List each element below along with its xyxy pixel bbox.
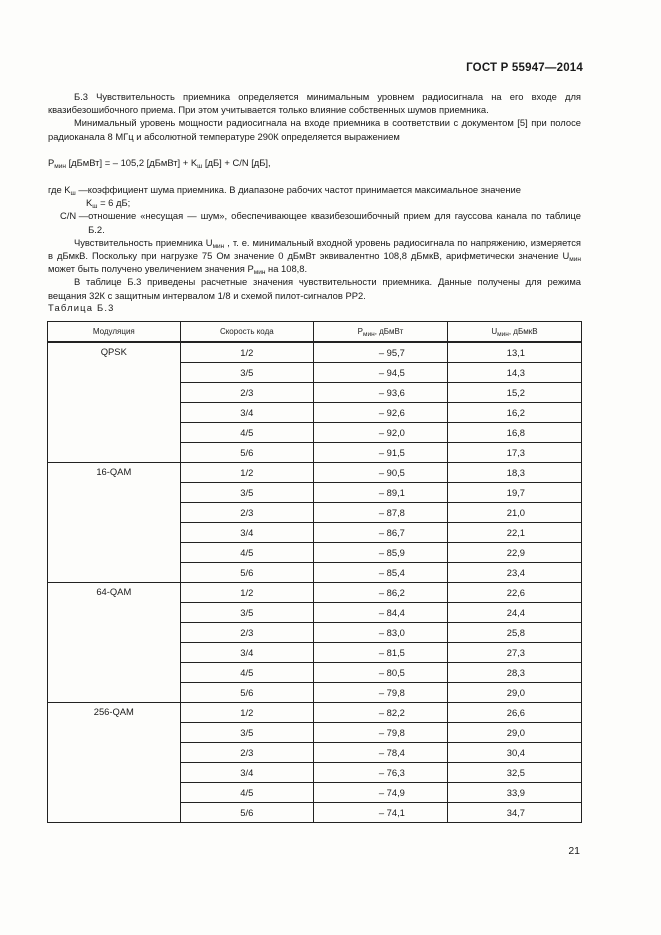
- standard-header: ГОСТ Р 55947—2014: [466, 62, 583, 74]
- u-min-cell: 21,0: [447, 503, 581, 523]
- definition-noise-figure: где $K_ш$ — коэффициент шума приемника. В диапазоне рабочих частот принимается максимальное значение: [48, 184, 521, 198]
- sensitivity-table: [47, 321, 582, 823]
- u-min-cell: 13,1: [447, 342, 581, 363]
- paragraph-table-intro: В таблице Б.3 приведены расчетные значения чувствительности приемника. Данные получены для режима вещания 32К с защитным интервалом 1/8 и схемой пилот-сигналов PP2.: [48, 276, 581, 301]
- p-min-cell: – 76,3: [314, 763, 448, 783]
- body-text: [48, 90, 581, 302]
- p-min-cell: – 79,8: [314, 723, 448, 743]
- u-min-cell: 32,5: [447, 763, 581, 783]
- code-rate-cell: 2/3: [180, 383, 313, 403]
- u-min-cell: 23,4: [447, 563, 581, 583]
- u-min-cell: 34,7: [447, 803, 581, 823]
- u-min-cell: 30,4: [447, 743, 581, 763]
- modulation-cell: 256-QAM: [48, 703, 181, 823]
- u-min-cell: 29,0: [447, 683, 581, 703]
- p-min-cell: – 95,7: [314, 342, 448, 363]
- u-min-cell: 22,6: [447, 583, 581, 603]
- code-rate-cell: 1/2: [180, 342, 313, 363]
- code-rate-cell: 1/2: [180, 463, 313, 483]
- modulation-cell: 64-QAM: [48, 583, 181, 703]
- u-min-cell: 29,0: [447, 723, 581, 743]
- table-row: [48, 463, 582, 483]
- code-rate-cell: 4/5: [180, 783, 313, 803]
- u-min-cell: 28,3: [447, 663, 581, 683]
- header-modulation: Модуляция: [48, 322, 181, 343]
- code-rate-cell: 5/6: [180, 803, 313, 823]
- p-min-cell: – 83,0: [314, 623, 448, 643]
- code-rate-cell: 1/2: [180, 583, 313, 603]
- p-min-cell: – 79,8: [314, 683, 448, 703]
- code-rate-cell: 4/5: [180, 543, 313, 563]
- p-min-cell: – 87,8: [314, 503, 448, 523]
- u-min-cell: 14,3: [447, 363, 581, 383]
- p-min-cell: – 84,4: [314, 603, 448, 623]
- p-min-cell: – 85,4: [314, 563, 448, 583]
- code-rate-cell: 3/4: [180, 403, 313, 423]
- p-min-cell: – 92,0: [314, 423, 448, 443]
- p-min-cell: – 74,1: [314, 803, 448, 823]
- power-formula: $P_{мин}$ [дБмВт] = – 105,2 [дБмВт] + $K_ш$ [дБ] + C/N [дБ],: [48, 156, 271, 170]
- p-min-cell: – 80,5: [314, 663, 448, 683]
- code-rate-cell: 5/6: [180, 563, 313, 583]
- u-min-cell: 22,9: [447, 543, 581, 563]
- header-u-min: $U_{мин}$, дБмкВ: [447, 322, 581, 343]
- code-rate-cell: 3/4: [180, 523, 313, 543]
- modulation-cell: QPSK: [48, 342, 181, 463]
- u-min-cell: 19,7: [447, 483, 581, 503]
- code-rate-cell: 3/5: [180, 723, 313, 743]
- p-min-cell: – 92,6: [314, 403, 448, 423]
- code-rate-cell: 1/2: [180, 703, 313, 723]
- definition-noise-figure-value: $K_ш = 6$ дБ;: [86, 197, 131, 211]
- page-number: 21: [568, 845, 580, 857]
- p-min-cell: – 86,2: [314, 583, 448, 603]
- u-min-cell: 25,8: [447, 623, 581, 643]
- u-min-cell: 16,8: [447, 423, 581, 443]
- table-row: [48, 703, 582, 723]
- p-min-cell: – 89,1: [314, 483, 448, 503]
- p-min-cell: – 82,2: [314, 703, 448, 723]
- p-min-cell: – 90,5: [314, 463, 448, 483]
- table-header-row: [48, 322, 582, 343]
- code-rate-cell: 2/3: [180, 503, 313, 523]
- code-rate-cell: 3/5: [180, 483, 313, 503]
- p-min-cell: – 86,7: [314, 523, 448, 543]
- header-code-rate: Скорость кода: [180, 322, 313, 343]
- u-min-cell: 22,1: [447, 523, 581, 543]
- u-min-cell: 16,2: [447, 403, 581, 423]
- definition-list: [48, 183, 581, 236]
- code-rate-cell: 3/4: [180, 763, 313, 783]
- code-rate-cell: 3/5: [180, 603, 313, 623]
- code-rate-cell: 5/6: [180, 683, 313, 703]
- p-min-cell: – 94,5: [314, 363, 448, 383]
- paragraph-b3-intro: Б.3 Чувствительность приемника определяется минимальным уровнем радиосигнала на его входе для квазибезошибочного приема. При этом учитывается только влияние собственных шумов приемника.: [48, 91, 581, 116]
- table-caption: Таблица Б.3: [48, 302, 115, 313]
- code-rate-cell: 3/5: [180, 363, 313, 383]
- u-min-cell: 15,2: [447, 383, 581, 403]
- paragraph-min-power: Минимальный уровень мощности радиосигнала на входе приемника в соответствии с документом [5] при полосе радиоканала 8 МГц и абсолютной температуре 290К определяется выражением: [48, 117, 581, 142]
- code-rate-cell: 5/6: [180, 443, 313, 463]
- table-body: [48, 342, 582, 823]
- p-min-cell: – 81,5: [314, 643, 448, 663]
- u-min-cell: 18,3: [447, 463, 581, 483]
- code-rate-cell: 4/5: [180, 423, 313, 443]
- u-min-cell: 26,6: [447, 703, 581, 723]
- u-min-cell: 33,9: [447, 783, 581, 803]
- modulation-cell: 16-QAM: [48, 463, 181, 583]
- p-min-cell: – 78,4: [314, 743, 448, 763]
- table-row: [48, 342, 582, 363]
- code-rate-cell: 3/4: [180, 643, 313, 663]
- code-rate-cell: 2/3: [180, 743, 313, 763]
- header-p-min: $P_{мин}$, дБмВт: [314, 322, 448, 343]
- u-min-cell: 24,4: [447, 603, 581, 623]
- definition-cn: C/N — отношение «несущая — шум», обеспечивающее квазибезошибочный прием для гауссова канала по таблице Б.2.: [60, 210, 581, 235]
- u-min-cell: 27,3: [447, 643, 581, 663]
- p-min-cell: – 93,6: [314, 383, 448, 403]
- p-min-cell: – 85,9: [314, 543, 448, 563]
- u-min-cell: 17,3: [447, 443, 581, 463]
- code-rate-cell: 2/3: [180, 623, 313, 643]
- paragraph-sensitivity: Чувствительность приемника $U_{мин}$ , т. е. минимальный входной уровень радиосигнала по напряжению, измеряется в дБмкВ. Поскольку при нагрузке 75 Ом значение 0 дБмВт эквивалентно 108,8 дБмкВ, арифметически значение $U_{мин}$ может быть получено увеличением значения $P_{мин}$ на 108,8.: [48, 236, 581, 277]
- table-row: [48, 583, 582, 603]
- p-min-cell: – 74,9: [314, 783, 448, 803]
- code-rate-cell: 4/5: [180, 663, 313, 683]
- p-min-cell: – 91,5: [314, 443, 448, 463]
